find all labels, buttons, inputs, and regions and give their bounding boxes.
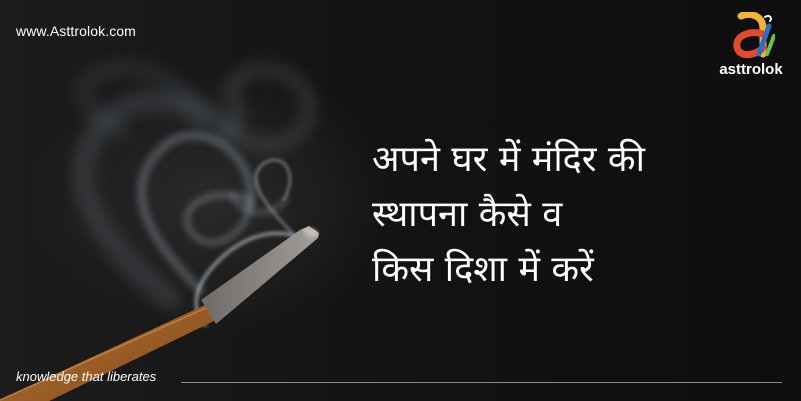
page-title: [372, 132, 792, 297]
headline-line-2: स्थापना कैसे व: [372, 194, 563, 235]
tagline-divider: [181, 382, 782, 383]
headline-line-3: किस दिशा में करें: [372, 249, 594, 290]
site-url: www.Asttrolok.com: [16, 23, 136, 39]
asttrolok-a-logo-icon: [729, 12, 775, 62]
tagline: knowledge that liberates: [16, 369, 157, 384]
smoke-wisps: [83, 68, 309, 325]
asttrolok-logo: [712, 12, 790, 82]
headline-line-1: अपने घर में मंदिर की: [372, 139, 645, 180]
logo-wordmark: asttrolok: [719, 61, 783, 78]
